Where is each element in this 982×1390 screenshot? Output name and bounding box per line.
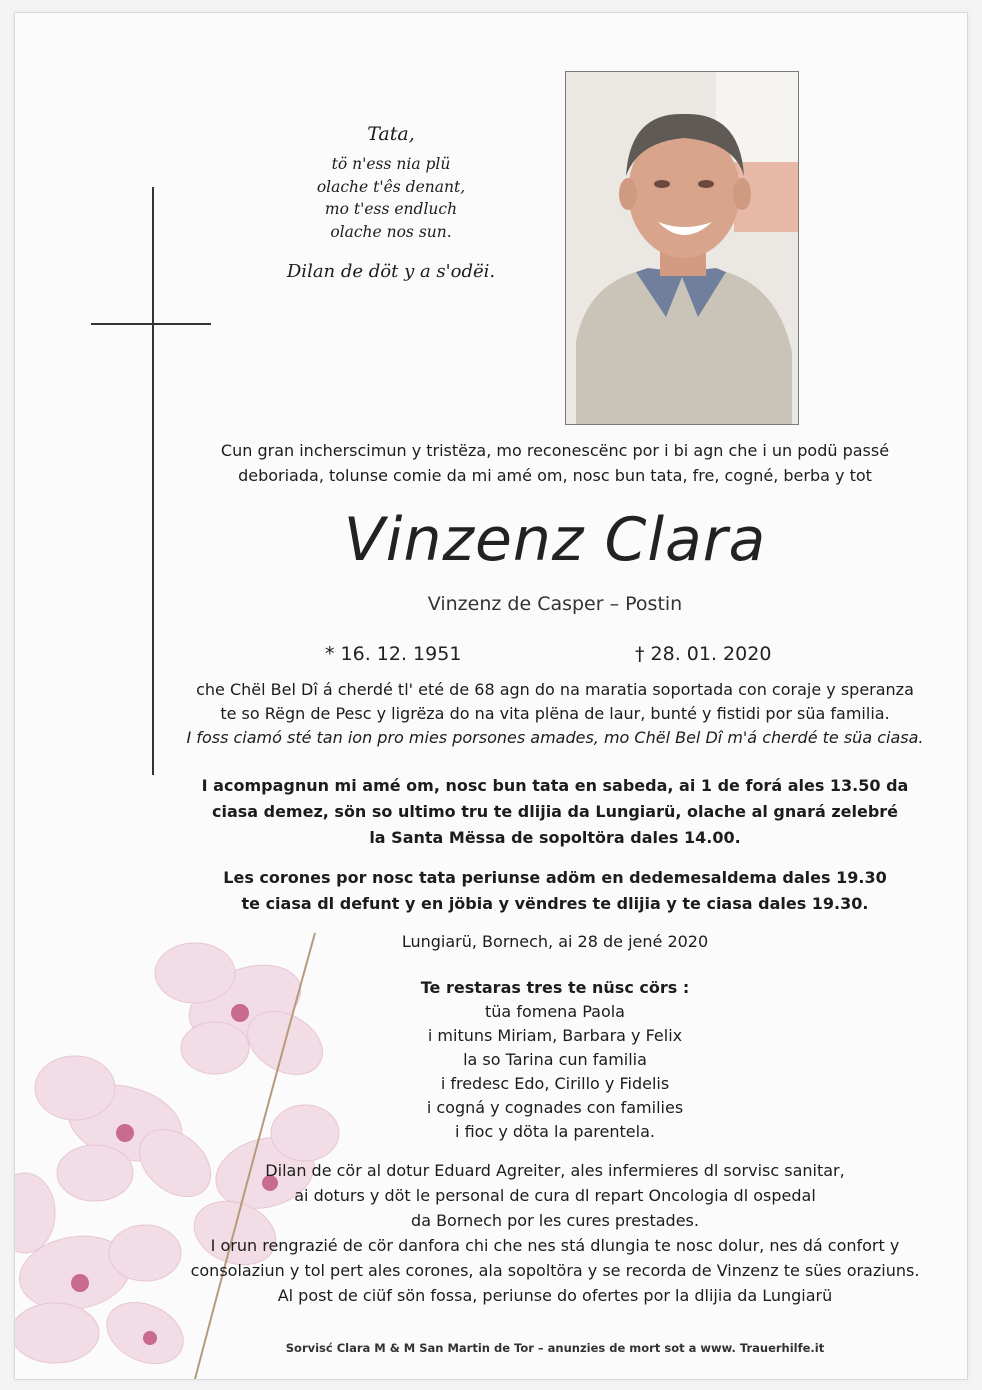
death-notice-line: I foss ciamó sté tan ion pro mies porsones amades, mo Chël Bel Dî m'á cherdé te süa ciasa. <box>186 728 924 747</box>
poem-thanks: Dilan de döt y a s'odëi. <box>286 261 496 282</box>
mourner-line: la so Tarina cun familia <box>463 1050 647 1069</box>
wreath-line: Les corones por nosc tata periunse adöm en dedemesaldema dales 19.30 <box>223 868 887 887</box>
cross-vertical <box>152 187 154 775</box>
mourners-list <box>305 976 805 1144</box>
death-notice-line: che Chël Bel Dî á cherdé tl' eté de 68 agn do na maratia soportada con coraje y speranza <box>196 680 914 699</box>
thanks-line: consolaziun y tol pert ales corones, ala sopoltöra y se recorda de Vinzenz te sües oraziuns. <box>190 1261 920 1280</box>
intro-text <box>155 438 955 488</box>
thanks-text <box>155 1158 955 1308</box>
funeral-line: I acompagnun mi amé om, nosc bun tata en sabeda, ai 1 de forá ales 13.50 da <box>201 776 909 795</box>
mourner-line: tüa fomena Paola <box>485 1002 625 1021</box>
poem-title: Tata, <box>367 123 415 145</box>
mourner-line: i mituns Miriam, Barbara y Felix <box>427 1026 683 1045</box>
orchid-decoration <box>15 913 345 1379</box>
deceased-name: Vinzenz Clara <box>343 505 767 575</box>
death-notice-line: te so Rëgn de Pesc y ligrëza do na vita plëna de laur, bunté y fistidi por süa familia. <box>220 704 890 723</box>
deceased-nickname: Vinzenz de Casper – Postin <box>427 593 683 615</box>
thanks-line: ai doturs y döt le personal de cura dl repart Oncologia dl ospedal <box>294 1186 816 1205</box>
thanks-line: Al post de ciüf sön fossa, periunse do ofertes por la dlijia da Lungiarü <box>277 1286 833 1305</box>
intro-line: Cun gran incherscimun y tristëza, mo reconescënc por i bi agn che i un podü passé <box>220 441 890 460</box>
portrait-illustration <box>566 72 798 424</box>
funeral-line: la Santa Mëssa de sopoltöra dales 14.00. <box>369 828 741 847</box>
cross-horizontal <box>91 323 211 325</box>
mourner-line: i cogná y cognades con families <box>426 1098 684 1117</box>
funeral-line: ciasa demez, sön so ultimo tru te dlijia da Lungiarü, olache al gnará zelebré <box>211 802 899 821</box>
mourner-line: i fioc y döta la parentela. <box>455 1122 655 1141</box>
poem-line: mo t'ess endluch <box>324 200 458 218</box>
death-notice <box>155 678 955 750</box>
thanks-line: Dilan de cör al dotur Eduard Agreiter, ales infermieres dl sorvisc sanitar, <box>265 1161 845 1180</box>
thanks-line: I orun rengrazié de cör danfora chi che nes stá dlungia te nosc dolur, nes dá confort y <box>210 1236 900 1255</box>
portrait-photo <box>565 71 799 425</box>
funeral-notice <box>155 773 955 851</box>
death-date: † 28. 01. 2020 <box>635 643 772 665</box>
intro-line: deboriada, tolunse comie da mi amé om, nosc bun tata, fre, cogné, berba y tot <box>238 466 872 485</box>
poem-line: olache t'ês denant, <box>316 177 466 196</box>
birth-date: * 16. 12. 1951 <box>325 643 462 665</box>
wreath-line: te ciasa dl defunt y en jöbia y vëndres te dlijia y te ciasa dales 19.30. <box>241 894 869 913</box>
mourner-line: i fredesc Edo, Cirillo y Fidelis <box>440 1074 670 1093</box>
place-date: Lungiarü, Bornech, ai 28 de jené 2020 <box>401 932 709 951</box>
poem-line: tö n'ess nia plü <box>331 155 451 173</box>
thanks-line: da Bornech por les cures prestades. <box>411 1211 699 1230</box>
footer-credit: Sorvisć Clara M & M San Martin de Tor – anunzies de mort sot a www. Trauerhilfe.it <box>285 1341 825 1355</box>
poem-line: olache nos sun. <box>330 222 452 241</box>
wreath-notice <box>155 865 955 917</box>
poem-block <box>241 123 541 282</box>
obituary-page <box>14 12 968 1380</box>
mourners-heading: Te restaras tres te nüsc cörs : <box>420 978 690 997</box>
